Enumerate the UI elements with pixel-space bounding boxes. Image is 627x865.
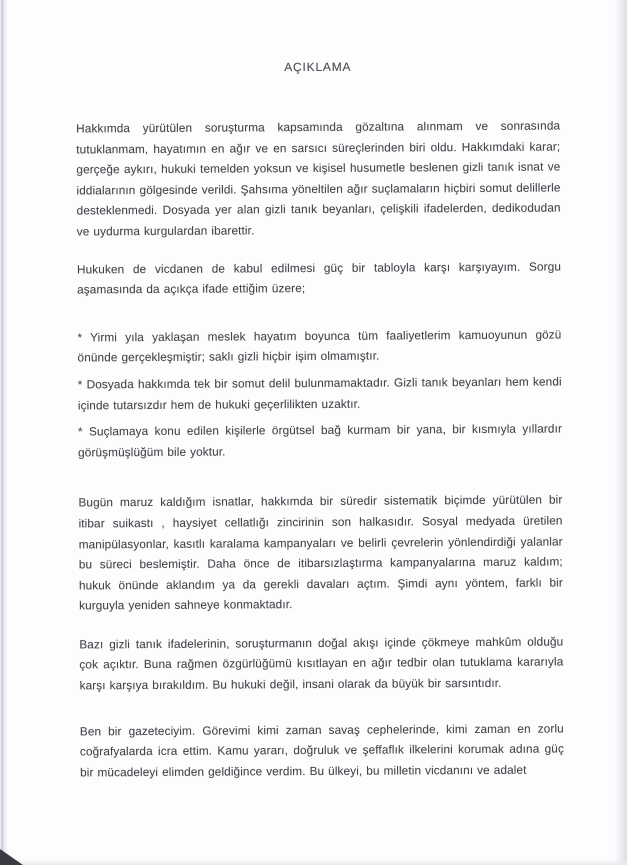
document-body: [76, 108, 564, 782]
page-title: AÇIKLAMA: [284, 59, 352, 75]
bullet-paragraph: * Suçlamaya konu edilen kişilerle örgütsel bağ kurmam bir yana, bir kısmıyla yıllardır görüşmüşlüğüm bile yoktur.: [77, 421, 563, 460]
bullet-paragraph: * Yirmi yıla yaklaşan meslek hayatım boyunca tüm faaliyetlerim kamuoyunun gözü önünde gerçekleşmiştir; saklı gizli hiçbir işim olmamıştır.: [77, 327, 562, 365]
paragraph: Bugün maruz kaldığım isnatlar, hakkımda bir süredir sistematik biçimde yürütülen bir itibar suikastı , haysiyet cellatlığı zincirinin son halkasıdır. Sosyal medyada üretilen manipülasyonlar, kasıtlı karalama kampanyaları ve belirli çevrelerin yönlendirdiği yalanlar bu süreci beslemiştir. Daha önce de itibarsızlaştırma kampanyalarına maruz kaldım; hukuk önünde aklandım ya da gerekli davaları açtım. Şimdi aynı yöntem, farklı bir kurguyla yeniden sahneye konmaktadır.: [78, 492, 563, 613]
paragraph: Ben bir gazeteciyim. Görevimi kimi zaman savaş cephelerinde, kimi zaman en zorlu coğrafyalarda icra ettim. Kamu yararı, doğruluk ve şeffaflık ilkelerini korumak adına güç bir mücadeleyi elimden geldiğince verdim. Bu ülkeyi, bu milletin vicdanını ve adalet: [79, 721, 564, 780]
bullet-paragraph: * Dosyada hakkımda tek bir somut delil bulunmamaktadır. Gizli tanık beyanları hem kendi içinde tutarsızdır hem de hukuki geçerlilikten uzaktır.: [77, 374, 562, 412]
paragraph: Hukuken de vicdanen de kabul edilmesi güç bir tabloyla karşı karşıyayım. Sorgu aşamasında da açıkça ifade ettiğim üzere;: [76, 259, 562, 297]
paragraph: Bazı gizli tanık ifadelerinin, soruşturmanın doğal akışı içinde çökmeye mahkûm olduğu çok açıktır. Buna rağmen özgürlüğümü kısıtlayan en ağır tedbir olan tutuklama kararıyla karşı karşıya bırakıldım. Bu hukuki değil, insani olarak da büyük bir sarsıntıdır.: [79, 634, 564, 693]
paragraph: Hakkımda yürütülen soruşturma kapsamında gözaltına alınmam ve sonrasında tutuklanmam, hayatımın en ağır ve en sarsıcı süreçlerinden biri oldu. Hakkımdaki karar; gerçeğe aykırı, hukuki temelden yoksun ve kişisel husumetle beslenen gizli tanık isnat ve iddialarının gölgesinde verildi. Şahsıma yöneltilen ağır suçlamaların hiçbiri somut delillerle desteklenmedi. Dosyada yer alan gizli tanık beyanları, çelişkili ifadelerden, dedikodudan ve uydurma kurgulardan ibarettir.: [76, 118, 561, 239]
